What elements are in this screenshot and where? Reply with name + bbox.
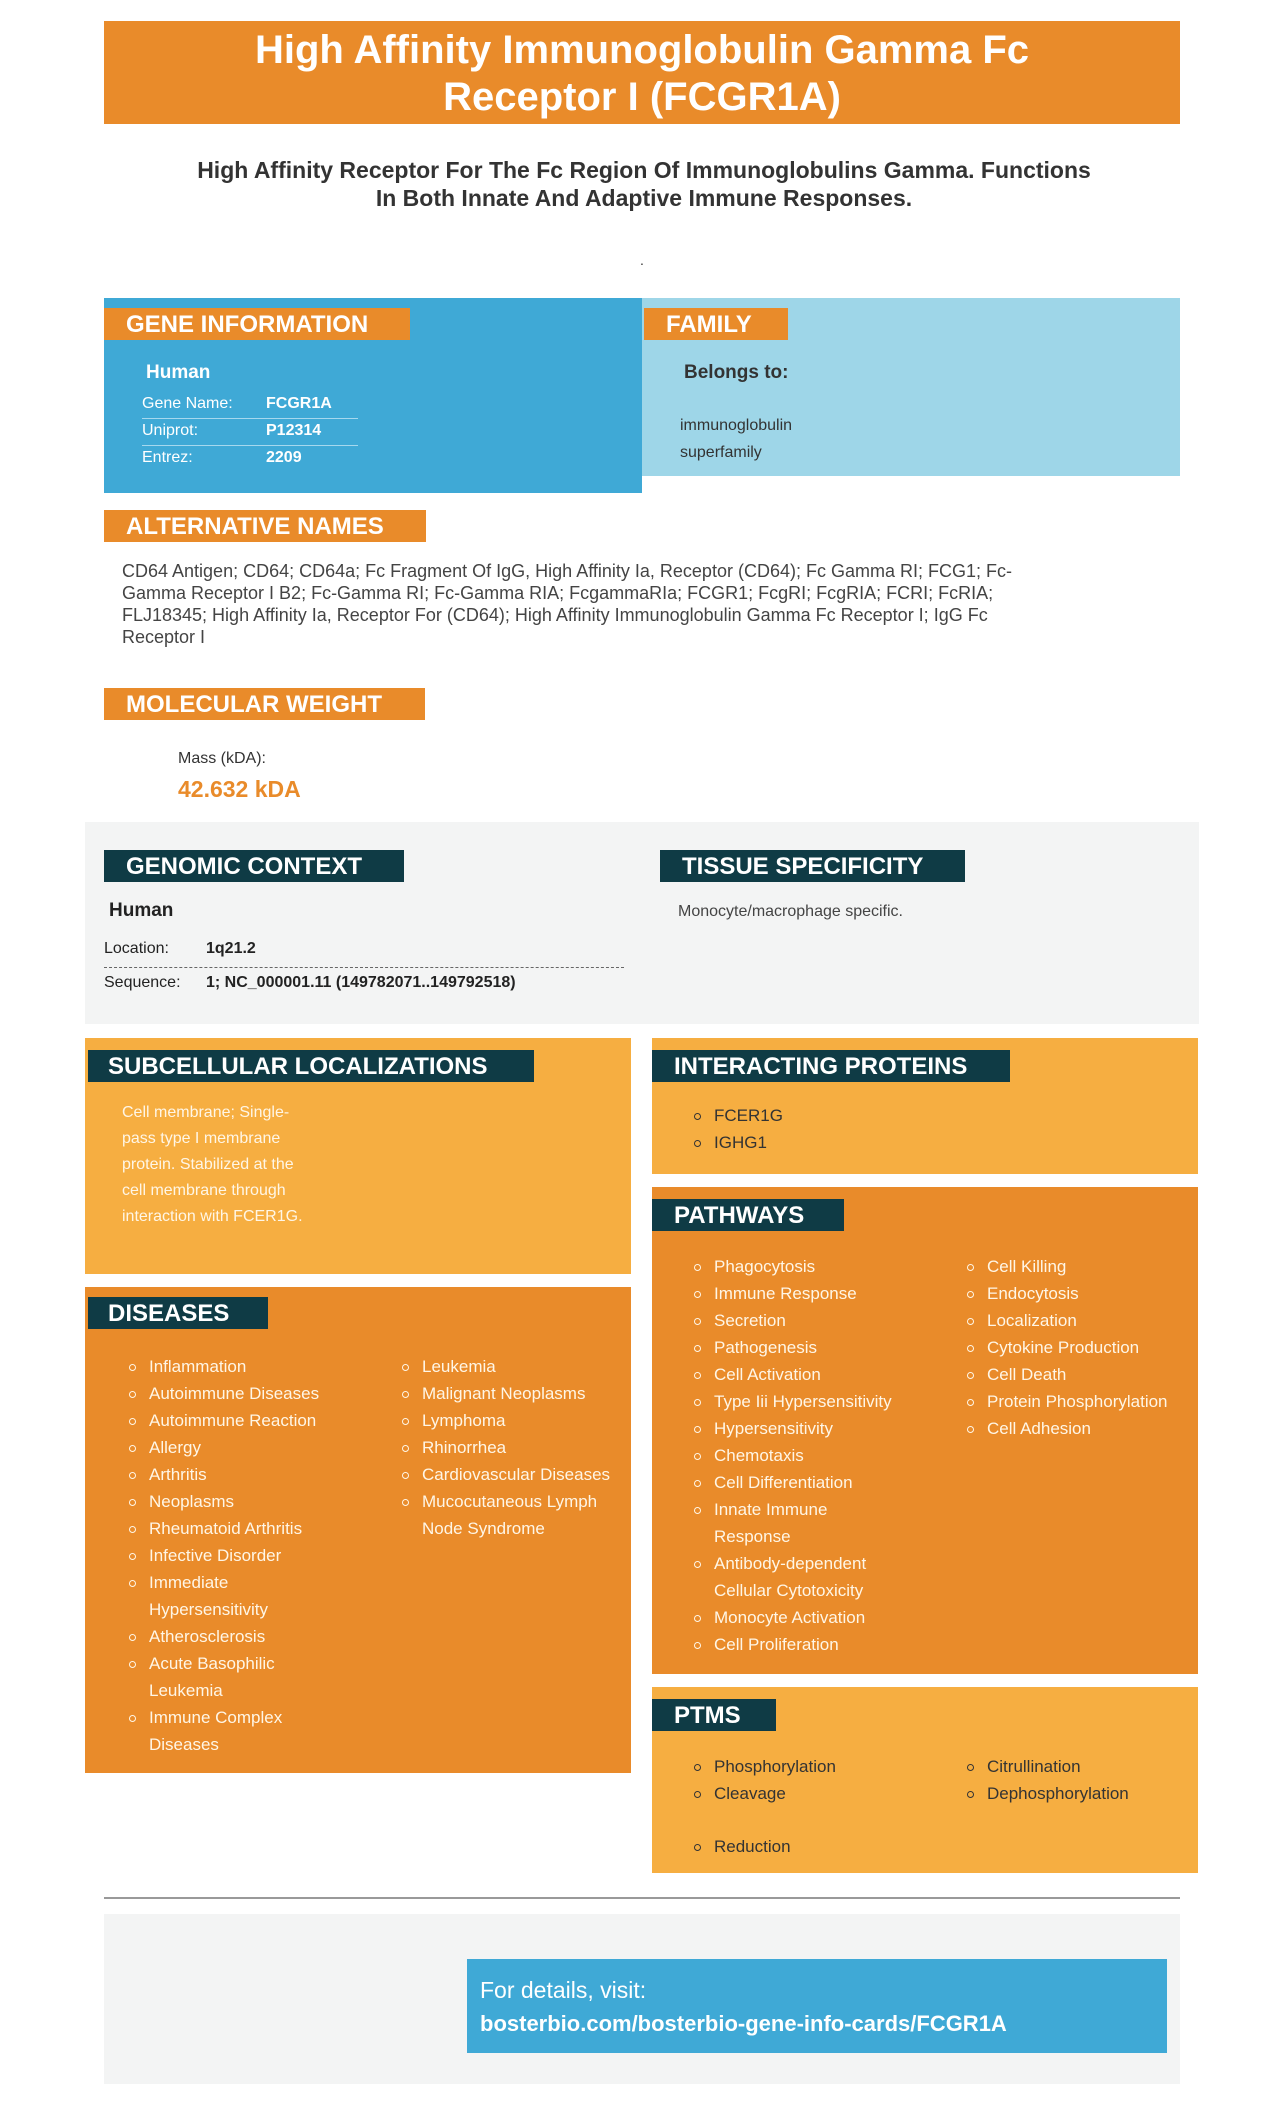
list-item: Immediate Hypersensitivity [125,1569,285,1623]
pathways-list-col2 [963,1253,1193,1442]
mass-value: 42.632 kDA [178,776,301,802]
gene-info-panel [104,298,642,493]
alt-line: Receptor I [122,627,206,647]
list-item: Protein Phosphorylation [963,1388,1193,1415]
interacting-panel [652,1038,1198,1174]
family-heading: FAMILY [644,308,788,340]
footer-url-link[interactable]: bosterbio.com/bosterbio-gene-info-cards/FCGR1A [480,2011,1007,2036]
list-item: IGHG1 [690,1129,783,1156]
page-header [104,21,1180,124]
footer-link-box[interactable] [467,1959,1167,2053]
list-item: Cell Killing [963,1253,1193,1280]
list-item: Rhinorrhea [398,1434,618,1461]
row-value: FCGR1A [266,395,332,412]
subcellular-text [122,1100,303,1230]
diseases-panel [85,1287,631,1773]
subcellular-panel [85,1038,631,1274]
list-item: Innate Immune Response [690,1496,850,1550]
list-item: Malignant Neoplasms [398,1380,618,1407]
sequence-value: 1; NC_000001.11 (149782071..149792518) [206,974,516,991]
ptms-heading: PTMS [652,1699,776,1731]
list-item: Infective Disorder [125,1542,365,1569]
list-item: Mucocutaneous Lymph Node Syndrome [398,1488,618,1542]
sequence-label: Sequence: [104,974,181,991]
ptms-list-col1 [690,1753,940,1807]
title-line-2: Receptor I (FCGR1A) [443,75,841,119]
dot-text: . [640,252,644,268]
mass-label: Mass (kDA): [178,750,266,767]
interacting-list [690,1102,783,1156]
list-item: Autoimmune Reaction [125,1407,365,1434]
list-item: Atherosclerosis [125,1623,365,1650]
alt-names-text [122,560,1172,648]
subcellular-line: Cell membrane; Single- [122,1104,290,1121]
mol-weight-heading: MOLECULAR WEIGHT [104,688,425,720]
uniprot-row [142,419,358,446]
interacting-heading: INTERACTING PROTEINS [652,1050,1010,1082]
list-item: Chemotaxis [690,1442,940,1469]
ptms-list-col2 [963,1753,1193,1807]
genomic-heading: GENOMIC CONTEXT [104,850,404,882]
pathways-list-col1 [690,1253,940,1658]
page-subtitle [120,156,1168,212]
list-item: Cytokine Production [963,1334,1193,1361]
tissue-text: Monocyte/macrophage specific. [678,903,903,920]
ptms-list-extra [690,1833,791,1860]
list-item: Antibody-dependent Cellular Cytotoxicity [690,1550,890,1604]
list-item: FCER1G [690,1102,783,1129]
subcellular-line: cell membrane through [122,1182,286,1199]
list-item: Inflammation [125,1353,365,1380]
gene-info-heading: GENE INFORMATION [104,308,410,340]
list-item: Rheumatoid Arthritis [125,1515,365,1542]
list-item: Cardiovascular Diseases [398,1461,618,1488]
row-value: 2209 [266,449,302,466]
belongs-label: Belongs to: [684,362,789,383]
subtitle-line-1: High Affinity Receptor For The Fc Region Of Immunoglobulins Gamma. Functions [197,157,1091,183]
alt-line: CD64 Antigen; CD64; CD64a; Fc Fragment Of IgG, High Affinity Ia, Receptor (CD64); Fc Gamma RI; FCG1; Fc- [122,561,1012,581]
subcellular-heading: SUBCELLULAR LOCALIZATIONS [88,1050,534,1082]
ptms-panel [652,1687,1198,1873]
entrez-row [142,446,358,473]
location-value: 1q21.2 [206,940,256,957]
diseases-heading: DISEASES [88,1297,268,1329]
list-item: Lymphoma [398,1407,618,1434]
list-item: Reduction [690,1833,791,1860]
list-item: Type Iii Hypersensitivity [690,1388,940,1415]
list-item: Cell Adhesion [963,1415,1193,1442]
gene-species: Human [146,362,211,383]
gene-name-row [142,392,358,419]
row-label: Entrez: [142,449,193,466]
list-item: Leukemia [398,1353,618,1380]
family-value [680,412,792,466]
alt-line: Gamma Receptor I B2; Fc-Gamma RI; Fc-Gamma RIA; FcgammaRIa; FCGR1; FcgRI; FcgRIA; FCRI; FcRIA; [122,583,994,603]
row-label: Uniprot: [142,422,199,439]
list-item: Acute Basophilic Leukemia [125,1650,285,1704]
list-item: Localization [963,1307,1193,1334]
subtitle-line-2: In Both Innate And Adaptive Immune Responses. [375,185,913,211]
list-item: Endocytosis [963,1280,1193,1307]
subcellular-line: pass type I membrane [122,1130,281,1147]
list-item: Citrullination [963,1753,1193,1780]
genomic-species: Human [109,900,174,921]
location-row [104,938,624,968]
family-line-2: superfamily [680,444,762,461]
list-item: Autoimmune Diseases [125,1380,365,1407]
list-item: Allergy [125,1434,365,1461]
list-item: Phagocytosis [690,1253,940,1280]
family-line-1: immunoglobulin [680,417,793,434]
location-label: Location: [104,940,169,957]
list-item: Monocyte Activation [690,1604,940,1631]
list-item: Pathogenesis [690,1334,940,1361]
list-item: Dephosphorylation [963,1780,1193,1807]
diseases-list-col1 [125,1353,365,1758]
family-panel [642,298,1180,476]
footer-line-1: For details, visit: [480,1977,647,2003]
list-item: Cell Proliferation [690,1631,940,1658]
list-item: Phosphorylation [690,1753,940,1780]
list-item: Cell Activation [690,1361,940,1388]
list-item: Neoplasms [125,1488,365,1515]
tissue-heading: TISSUE SPECIFICITY [660,850,965,882]
row-value: P12314 [266,422,322,439]
alt-names-heading: ALTERNATIVE NAMES [104,510,426,542]
row-label: Gene Name: [142,395,233,412]
diseases-list-col2 [398,1353,618,1542]
footer-divider [104,1897,1180,1899]
sequence-row [104,974,664,1000]
list-item: Immune Complex Diseases [125,1704,285,1758]
subcellular-line: interaction with FCER1G. [122,1208,303,1225]
pathways-panel [652,1187,1198,1674]
pathways-heading: PATHWAYS [652,1199,844,1231]
list-item: Cell Death [963,1361,1193,1388]
title-line-1: High Affinity Immunoglobulin Gamma Fc [254,28,1030,72]
subcellular-line: protein. Stabilized at the [122,1156,294,1173]
list-item: Cell Differentiation [690,1469,940,1496]
list-item: Secretion [690,1307,940,1334]
alt-line: FLJ18345; High Affinity Ia, Receptor For (CD64); High Affinity Immunoglobulin Gamma Fc Receptor I; IgG Fc [122,605,988,625]
list-item: Immune Response [690,1280,940,1307]
list-item: Cleavage [690,1780,940,1807]
list-item: Hypersensitivity [690,1415,940,1442]
list-item: Arthritis [125,1461,365,1488]
